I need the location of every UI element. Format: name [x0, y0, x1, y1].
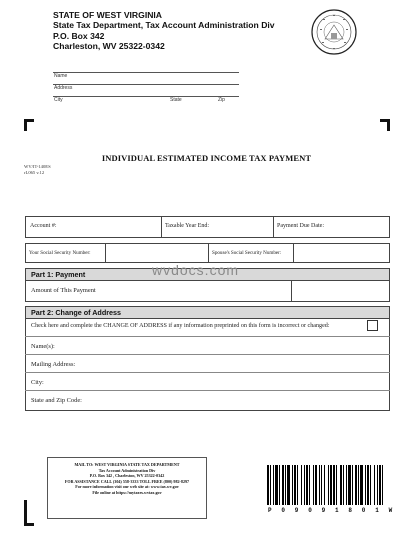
barcode-bar	[306, 465, 308, 505]
mail-line-3: P.O. Box 342 , Charleston, WV 25322-0342	[89, 473, 165, 479]
barcode-bar	[319, 465, 320, 505]
barcode-bar	[333, 465, 335, 505]
mail-line-1: MAIL TO: WEST VIRGINIA STATE TAX DEPARTMENT	[74, 462, 180, 467]
barcode-bar	[279, 465, 280, 505]
name-line[interactable]	[53, 72, 239, 73]
city-state-zip-line[interactable]	[53, 96, 239, 97]
watermark: wvdocs.com	[152, 262, 240, 278]
header-po-box: P.O. Box 342	[53, 30, 105, 41]
crop-mark-top-right	[380, 119, 390, 131]
mail-line-4: FOR ASSISTANCE CALL (304) 558-3333 TOLL FREE (800) 982-8297	[64, 478, 190, 484]
part1-heading: Part 1: Payment	[26, 269, 389, 281]
barcode-bar	[330, 465, 332, 505]
your-ssn-label: Your Social Security Number:	[29, 250, 91, 256]
spouse-ssn-label: Spouse's Social Security Number:	[212, 250, 282, 256]
barcode-bar	[355, 465, 357, 505]
form-title: INDIVIDUAL ESTIMATED INCOME TAX PAYMENT	[101, 153, 312, 163]
agency-header	[53, 10, 275, 52]
address-label: Address	[54, 85, 73, 91]
amount-label: Amount of This Payment	[31, 287, 96, 294]
city-label: City	[54, 97, 63, 103]
change-address-checkbox[interactable]	[367, 320, 378, 331]
form-revision: rL065 v.12	[24, 170, 45, 175]
state-label: State	[170, 97, 182, 103]
barcode-bar	[348, 465, 351, 505]
zip-label: Zip	[218, 97, 225, 103]
barcode-bar	[309, 465, 310, 505]
barcode-bar	[360, 465, 363, 505]
barcode-bar	[315, 465, 317, 505]
address-line[interactable]	[53, 84, 239, 85]
row-divider	[25, 354, 390, 355]
change-address-instruction: Check here and complete the CHANGE OF ADDRESS if any information preprinted on this form is incorrect or changed:	[31, 323, 330, 329]
crop-mark-top-left	[24, 119, 34, 131]
taxable-year-end-field[interactable]: Taxable Year End:	[165, 223, 210, 229]
barcode-bar	[365, 465, 366, 505]
barcode-bar	[287, 465, 290, 505]
divider	[273, 216, 274, 238]
barcode-bar	[294, 465, 296, 505]
your-ssn-input[interactable]	[106, 244, 207, 262]
barcode-bar	[292, 465, 293, 505]
account-number-field[interactable]: Account #:	[30, 223, 57, 229]
barcode-bar	[343, 465, 344, 505]
barcode-bar	[297, 465, 298, 505]
barcode-bar	[382, 465, 383, 505]
header-state: STATE OF WEST VIRGINIA	[53, 10, 163, 20]
part2-section	[25, 306, 390, 411]
barcode-text: P 0 9 0 9 1 8 0 1 W	[268, 507, 396, 514]
row-divider	[25, 336, 390, 337]
barcode-bar	[377, 465, 378, 505]
barcode-bar	[273, 465, 274, 505]
barcode-bar	[321, 465, 322, 505]
barcode-bar	[370, 465, 371, 505]
city-field[interactable]: City:	[31, 379, 44, 386]
crop-mark-bottom-left	[24, 500, 34, 526]
divider	[161, 216, 162, 238]
barcode-bar	[352, 465, 353, 505]
spouse-ssn-input[interactable]	[294, 244, 389, 262]
row-divider	[25, 372, 390, 373]
row-divider	[25, 390, 390, 391]
header-city: Charleston, WV 25322-0342	[53, 41, 165, 52]
form-code: WV/IT-140ES	[24, 164, 51, 169]
barcode-bar	[313, 465, 314, 505]
header-department: State Tax Department, Tax Account Administration Div	[53, 20, 275, 31]
mail-line-5: For more information visit our web site at: www.tax.wv.gov	[75, 484, 179, 490]
barcode-bar	[304, 465, 305, 505]
divider	[208, 243, 209, 263]
mail-line-2: Tax Account Administration Div	[98, 467, 156, 473]
barcode-bar	[275, 465, 278, 505]
part2-heading: Part 2: Change of Address	[26, 307, 389, 319]
barcode-bar	[282, 465, 284, 505]
barcode-bar	[324, 465, 325, 505]
state-zip-field[interactable]: State and Zip Code:	[31, 397, 82, 404]
barcode-bar	[379, 465, 381, 505]
barcode-bar	[340, 465, 342, 505]
barcode-bar	[336, 465, 337, 505]
payment-due-date-field[interactable]: Payment Due Date:	[277, 223, 324, 229]
barcode-bar	[270, 465, 271, 505]
barcode-bar	[374, 465, 375, 505]
amount-input[interactable]	[292, 281, 389, 301]
state-seal-icon	[311, 9, 357, 55]
mailing-instructions-box	[47, 457, 207, 519]
name-label: Name	[54, 73, 68, 79]
names-field[interactable]: Name(s):	[31, 343, 55, 350]
mailing-address-field[interactable]: Mailing Address:	[31, 361, 76, 368]
barcode-bar	[358, 465, 359, 505]
barcode-bar	[301, 465, 302, 505]
barcode-bar	[328, 465, 329, 505]
barcode-bar	[367, 465, 369, 505]
barcode-bar	[285, 465, 286, 505]
barcode-bar	[267, 465, 269, 505]
mail-line-6: File online at https://mytaxes.wvtax.gov	[92, 489, 162, 495]
barcode-bar	[346, 465, 347, 505]
barcode-icon	[267, 465, 386, 505]
